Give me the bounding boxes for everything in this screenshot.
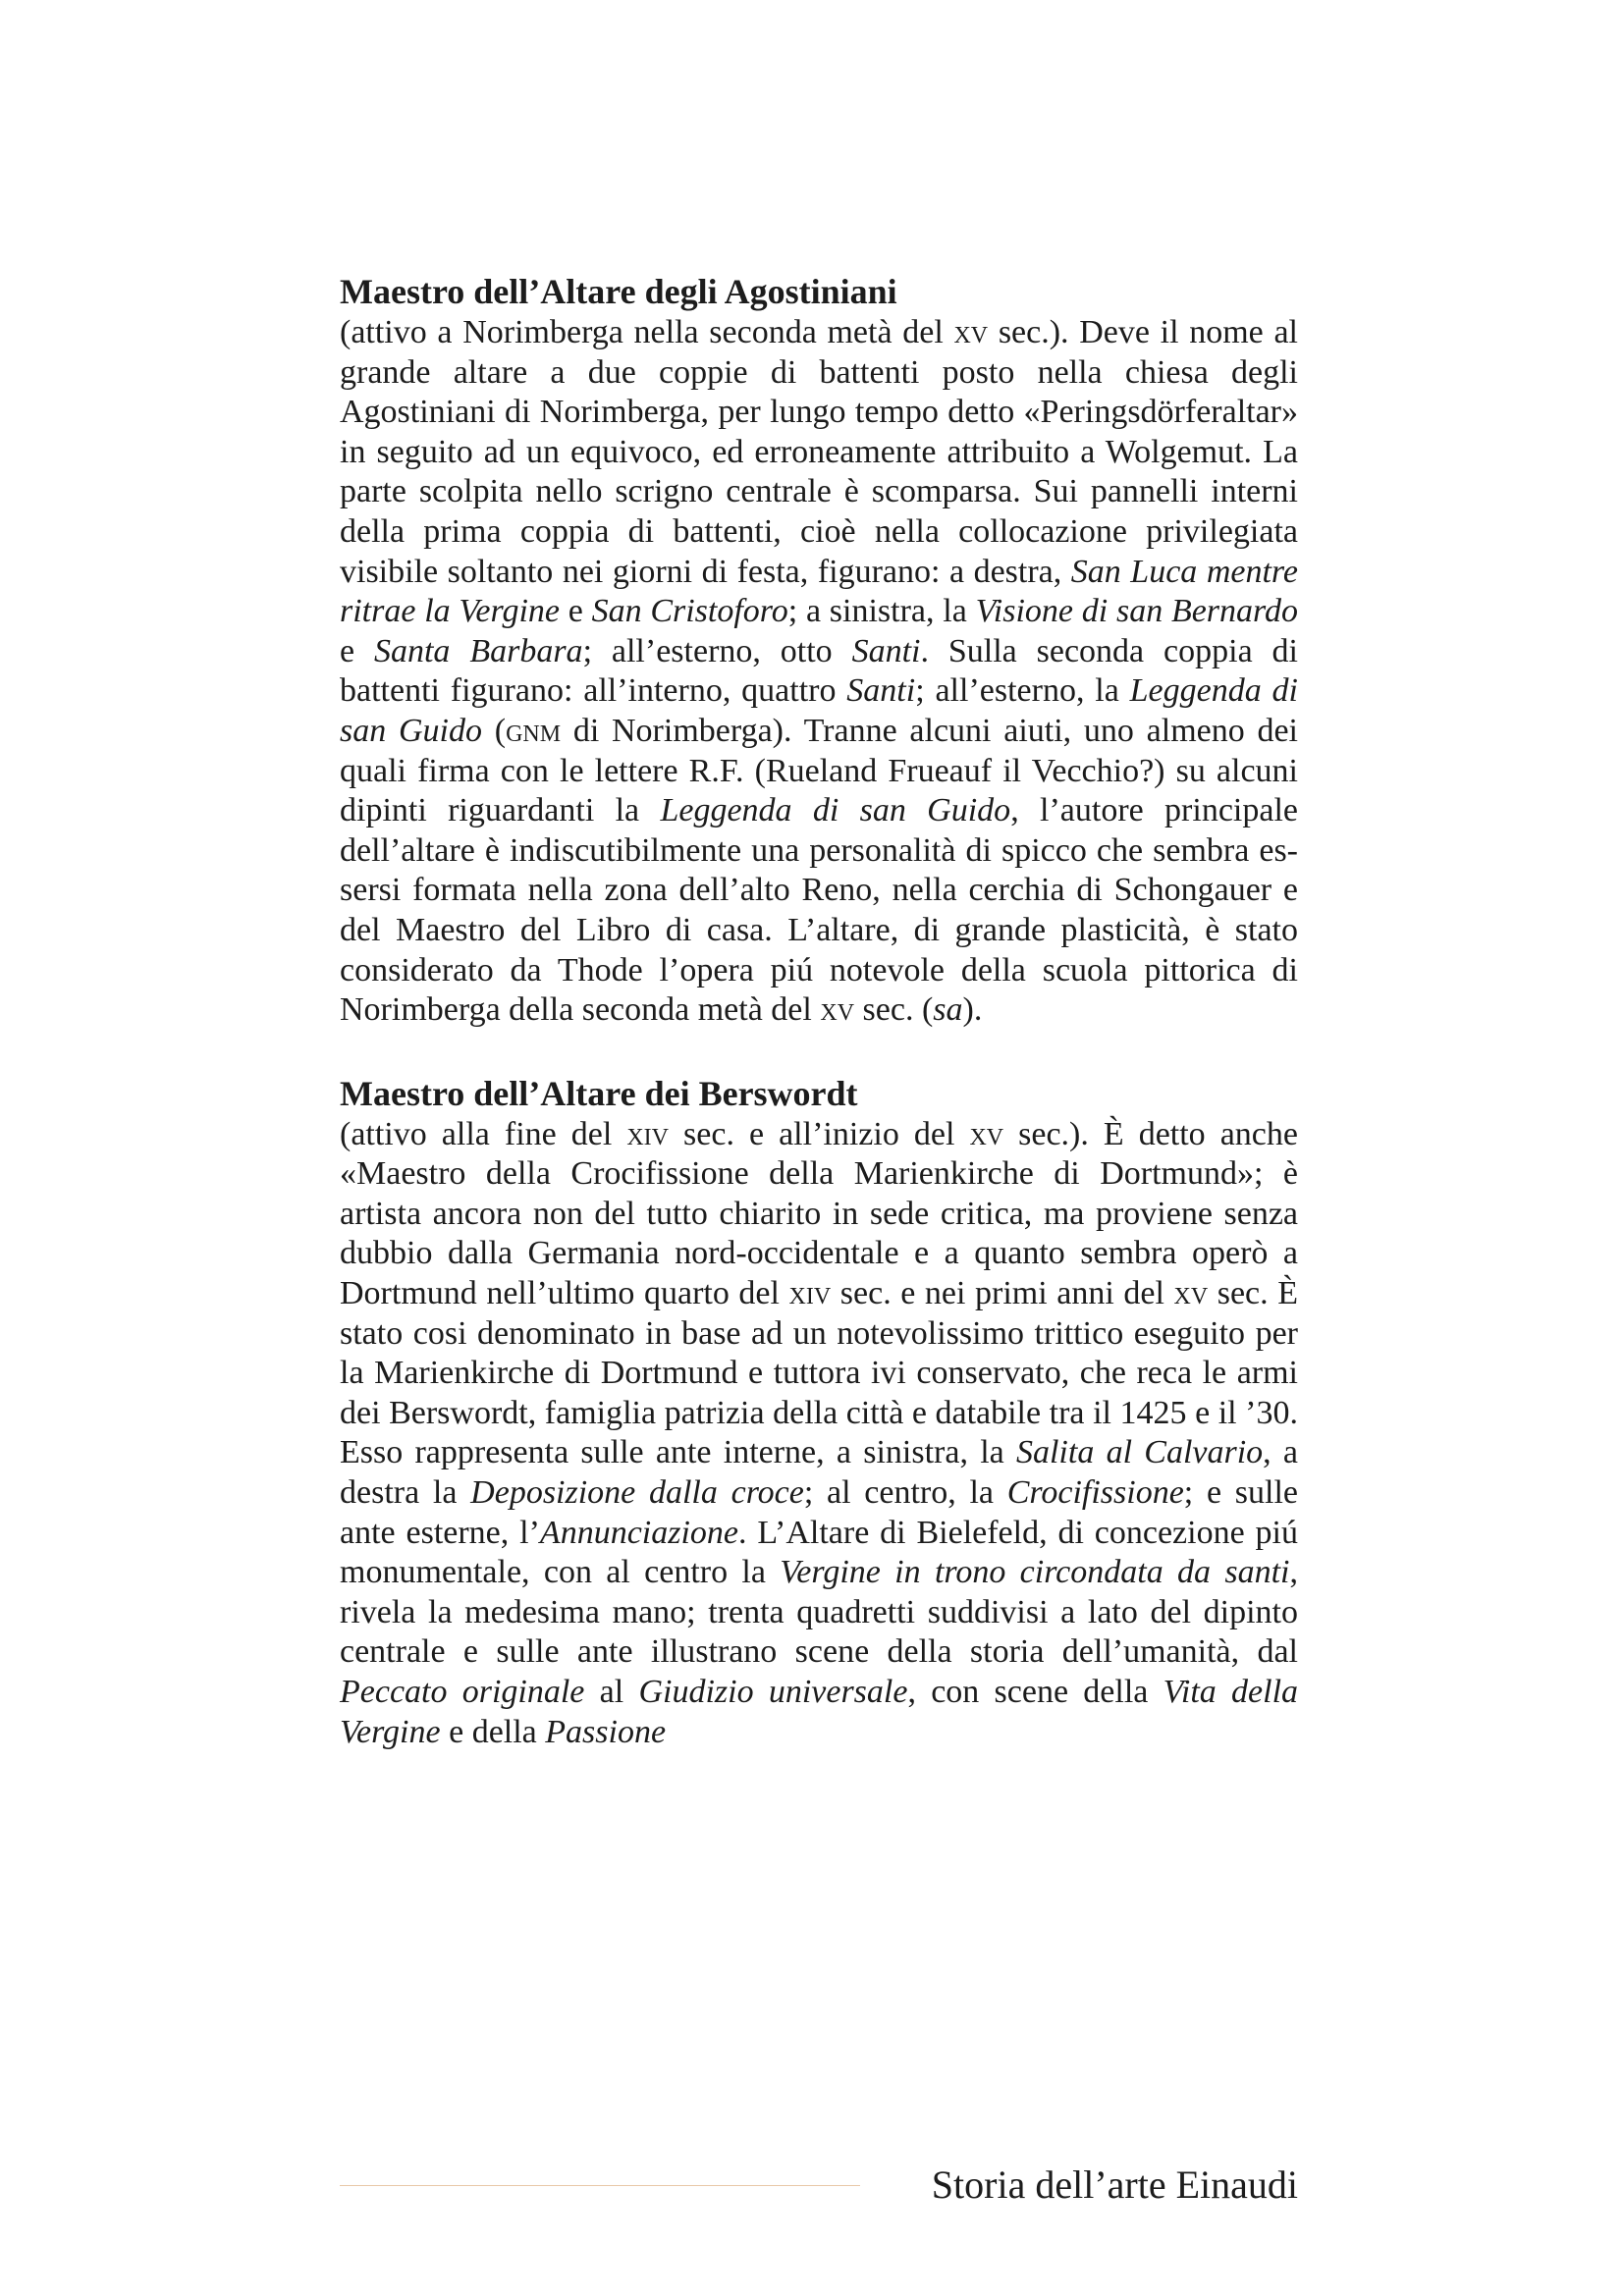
entry-berswordt bbox=[340, 1072, 1298, 1753]
text-run: e bbox=[559, 593, 592, 630]
text-run: . Sulla seconda coppia di battenti figurano: all’interno, quattro bbox=[340, 632, 1298, 710]
italic-title: Santi bbox=[846, 672, 916, 710]
italic-title: Giudizio universale bbox=[638, 1674, 908, 1710]
italic-title: Annunciazione bbox=[539, 1514, 738, 1551]
text-run: sec. e nei primi anni del bbox=[831, 1275, 1174, 1312]
entry-body bbox=[340, 313, 1298, 1031]
text-run: al bbox=[584, 1674, 639, 1710]
text-run: sec. ( bbox=[854, 991, 934, 1029]
text-run: , con scene della bbox=[907, 1674, 1163, 1710]
text-run: sec.). È detto anche «Maestro della Crocifissione della Marienkirche di Dortmund»; è artista ancora non del tutto chiarito in sede critica, ma proviene senza dubbio dalla Germania nord-occidentale e a quanto sembra operò a Dortmund nell’ultimo quarto del bbox=[340, 1115, 1298, 1312]
text-run: ; a sinistra, la bbox=[787, 593, 976, 630]
entry-title: Maestro dell’Altare dei Berswordt bbox=[340, 1073, 858, 1113]
text-column bbox=[340, 270, 1298, 1752]
text-run: e bbox=[340, 632, 374, 669]
text-run: (attivo a Norimberga nella seconda metà del bbox=[340, 314, 954, 350]
text-run: ; e sulle ante esterne, l’ bbox=[340, 1474, 1298, 1551]
italic-title: San Cristoforo bbox=[591, 593, 788, 630]
entry-title: Maestro dell’Altare degli Agostiniani bbox=[340, 272, 897, 311]
entry-body bbox=[340, 1115, 1298, 1753]
italic-title: Salita al Calvario bbox=[1015, 1434, 1264, 1471]
text-run: (attivo alla fine del bbox=[340, 1115, 627, 1152]
footer-publisher: Storia dell’arte Einaudi bbox=[931, 2163, 1298, 2207]
italic-title: Crocifissione bbox=[1006, 1474, 1184, 1512]
italic-title: Visione di san Bernardo bbox=[975, 593, 1298, 630]
italic-title: sa bbox=[933, 991, 963, 1029]
small-caps-text: xv bbox=[969, 1115, 1004, 1152]
small-caps-text: xiv bbox=[626, 1115, 669, 1152]
footer-rule bbox=[340, 2185, 860, 2186]
text-run: ; al centro, la bbox=[803, 1474, 1007, 1512]
text-run: sec. e all’inizio del bbox=[669, 1115, 970, 1152]
text-run: di Norimberga). Tranne alcuni aiuti, uno almeno dei quali firma con le lettere R.F. (Rueland Frueauf il Vecchio?) su alcuni dipinti riguardanti la bbox=[340, 712, 1299, 829]
small-caps-text: gnm bbox=[506, 712, 562, 749]
text-run: ). bbox=[962, 991, 983, 1029]
text-run: . L’Altare di Bielefeld, di concezione piú monumentale, con al centro la bbox=[340, 1514, 1298, 1591]
text-run: sec. È stato cosi denominato in base ad un notevolissimo trittico eseguito per la Marienkirche di Dortmund e tuttora ivi conservato, che reca le armi dei Berswordt, famiglia patrizia della città e databile tra il 1425 e il ’30. Esso rappresenta sulle ante interne, a sinistra, la bbox=[340, 1275, 1298, 1471]
text-run: ; all’esterno, la bbox=[915, 672, 1130, 710]
italic-title: Deposizione dalla croce bbox=[470, 1474, 804, 1512]
small-caps-text: xv bbox=[820, 991, 855, 1029]
text-run: , l’autore principale dell’altare è indiscutibilmente una personalità di spicco che sembra es-sersi formata nella zona dell’alto Reno, nella cerchia di Schongauer e del Maestro del Libro di casa. L’altare, di grande plasticità, è stato considerato da Thode l’opera piú notevole della scuola pittorica di Norimberga della seconda metà del bbox=[340, 792, 1298, 1029]
text-run: ( bbox=[481, 712, 507, 749]
italic-title: Peccato originale bbox=[340, 1674, 585, 1710]
italic-title: Santa Barbara bbox=[373, 632, 583, 669]
small-caps-text: xv bbox=[1173, 1275, 1209, 1312]
italic-title: Leggenda di san Guido bbox=[660, 792, 1011, 829]
italic-title: Vergine in trono circondata da santi bbox=[780, 1554, 1290, 1591]
text-run: ; all’esterno, otto bbox=[582, 632, 852, 669]
entry-paragraph bbox=[340, 1115, 1298, 1753]
italic-title: Passione bbox=[545, 1713, 667, 1750]
text-run: , a destra la bbox=[340, 1434, 1299, 1512]
italic-title: Leggenda di san Guido bbox=[340, 672, 1298, 749]
entry-agostiniani bbox=[340, 270, 1298, 1031]
italic-title: San Luca mentre ritrae la Vergine bbox=[340, 553, 1298, 630]
italic-title: Vita della Vergine bbox=[340, 1674, 1299, 1750]
small-caps-text: xiv bbox=[788, 1275, 832, 1312]
italic-title: Santi bbox=[851, 632, 921, 669]
text-run: , rivela la medesima mano; trenta quadretti suddivisi a lato del dipinto centrale e sulle ante illustrano scene della storia dell’umanità, dal bbox=[340, 1554, 1298, 1671]
entry-paragraph bbox=[340, 313, 1298, 1031]
small-caps-text: xv bbox=[953, 314, 989, 350]
text-run: e della bbox=[440, 1713, 546, 1750]
text-run: sec.). Deve il nome al grande altare a due coppie di battenti posto nella chiesa degli Agostiniani di Norimberga, per lungo tempo detto «Peringsdörferaltar» in seguito ad un equivoco, ed erroneamente attribuito a Wolgemut. La parte scolpita nello scrigno centrale è scomparsa. Sui pannelli interni della prima coppia di battenti, cioè nella collocazione privilegiata visibile soltanto nei giorni di festa, figurano: a destra, bbox=[340, 314, 1298, 590]
